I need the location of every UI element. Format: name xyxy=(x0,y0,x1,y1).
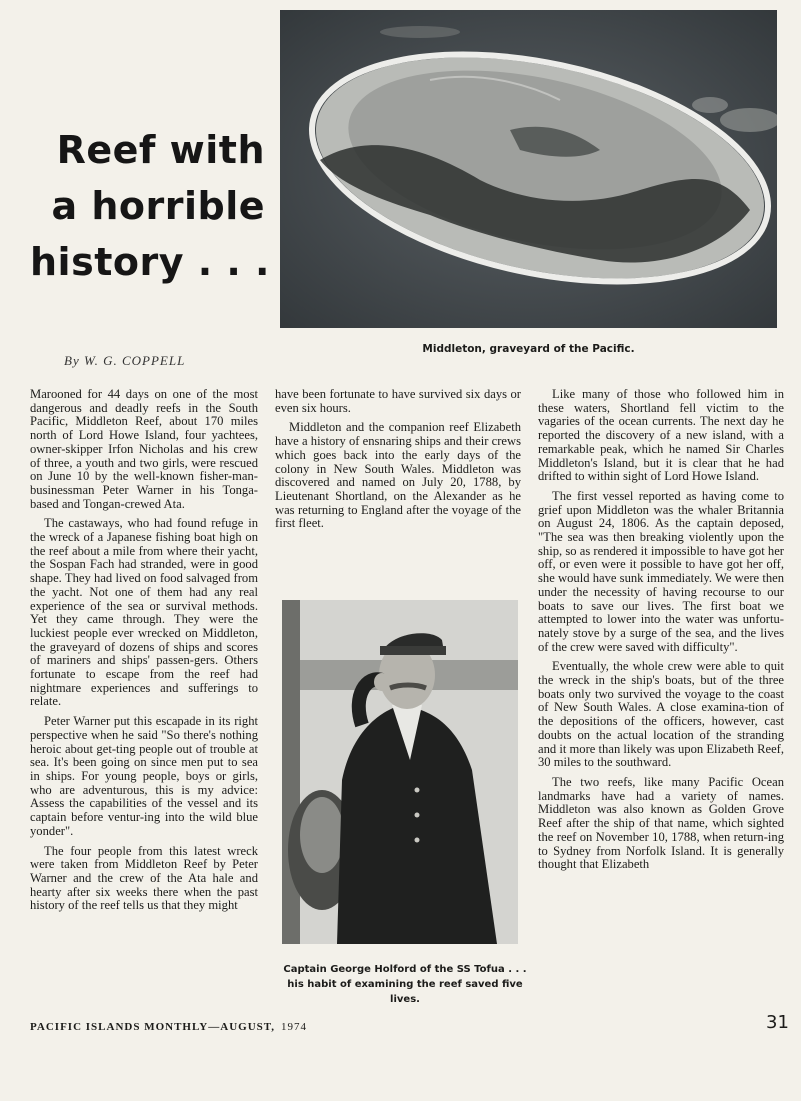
headline-line-1: Reef with xyxy=(56,128,265,172)
paragraph: The castaways, who had found refuge in the wreck of a Japanese fishing boat high on the reef about a mile from where their yacht, the Sospan Fach had stranded, were in good shape. They had lived on food salvaged from the yacht. Not one of them had any real experience of the sea or survival methods. Yet they came through. They were the luckiest people ever wrecked on Middleton, the graveyard of dozens of ships and scores of mariners and ships' passen-gers. Others fortunate to escape from the reef had nightmare experiences and sufferings to relate. xyxy=(30,516,258,709)
headline xyxy=(30,122,270,290)
paragraph: The first vessel reported as having come to grief upon Middleton was the whaler Britannia on August 24, 1806. As the captain deposed, "The sea was then breaking violently upon the ship, so as rendered it impossible to have got her off, or even were it possible to have got her off, she would have sunk immediately. We were then under the necessity of having recourse to our boats to save our lives. The first boat we attempted to lower into the water was unfortu-nately stove by a surge of the sea, and the lives of the crew were saved with difficulty". xyxy=(538,488,784,654)
page-number: 31 xyxy=(766,1012,789,1033)
captain-portrait-photo xyxy=(282,600,518,944)
article-column-3 xyxy=(538,388,784,878)
paragraph: The two reefs, like many Pacific Ocean landmarks have had a variety of names. Middleton was also known as Golden Grove Reef after the ship of that name, which sighted the reef on November 10, 1788, when return-ing to Sydney from Norfolk Island. It is generally thought that Elizabeth xyxy=(538,774,784,872)
footer-publication-name: PACIFIC ISLANDS MONTHLY—AUGUST, xyxy=(30,1021,276,1033)
byline: By W. G. COPPELL xyxy=(64,353,186,368)
paragraph: The four people from this latest wreck were taken from Middleton Reef by Peter Warner and the crew of the Ata hale and hearty after six weeks there when the past history of the reef tells us that they might xyxy=(30,843,258,913)
captain-photo-caption: Captain George Holford of the SS Tofua . . . his habit of examining the reef saved five lives. xyxy=(283,964,527,1005)
headline-line-2: a horrible xyxy=(51,184,265,228)
article-column-2 xyxy=(275,388,521,537)
headline-line-3: history . . . xyxy=(30,240,270,284)
footer-year: 1974 xyxy=(281,1021,308,1033)
paragraph: Like many of those who followed him in these waters, Shortland fell victim to the vagaries of the ocean currents. The next day he reported the discovery of a new island, with a remarkable peak, which he named Sir Charles Middleton's Island, but it is clear that he had drifted to within sight of Lord Howe Island. xyxy=(538,387,784,484)
paragraph: have been fortunate to have survived six days or even six hours. xyxy=(275,387,521,415)
paragraph: Peter Warner put this escapade in its right perspective when he said "So there's nothing heroic about get-ting people out of trouble at sea. It's been going on since men put to sea in ships. For young people, boys or girls, who are adventurous, this is my advice: Assess the capabilities of the vessel and its captain before ventur-ing into the wild blue yonder". xyxy=(30,714,258,838)
aerial-reef-photo xyxy=(280,10,777,328)
aerial-photo-caption: Middleton, graveyard of the Pacific. xyxy=(422,343,635,355)
paragraph: Middleton and the companion reef Elizabeth have a history of ensnaring ships and their crews which goes back into the early days of the colony in New South Wales. Middleton was discovered and named on July 20, 1788, by Lieutenant Shortland, on the Alexander as he was returning to England after the voyage of the first fleet. xyxy=(275,420,521,531)
footer-publication xyxy=(30,1021,307,1033)
paragraph: Marooned for 44 days on one of the most dangerous and deadly reefs in the South Pacific, Middleton Reef, about 170 miles north of Lord Howe Island, four yachtees, owner-skipper Irfon Nicholas and his crew of three, a youth and two girls, were rescued on June 10 by the well-known fisher-man-businessman Peter Warner in his Tonga-based and Tongan-crewed Ata. xyxy=(30,387,258,511)
paragraph: Eventually, the whole crew were able to quit the wreck in the ship's boats, but of the three boats only two survived the voyage to the coast of New South Wales. A close examina-tion of the depositions of the officers, however, cast doubts on the actual location of the stranding and it more than likely was upon Elizabeth Reef, 30 miles to the southward. xyxy=(538,659,784,770)
article-column-1 xyxy=(30,388,258,919)
